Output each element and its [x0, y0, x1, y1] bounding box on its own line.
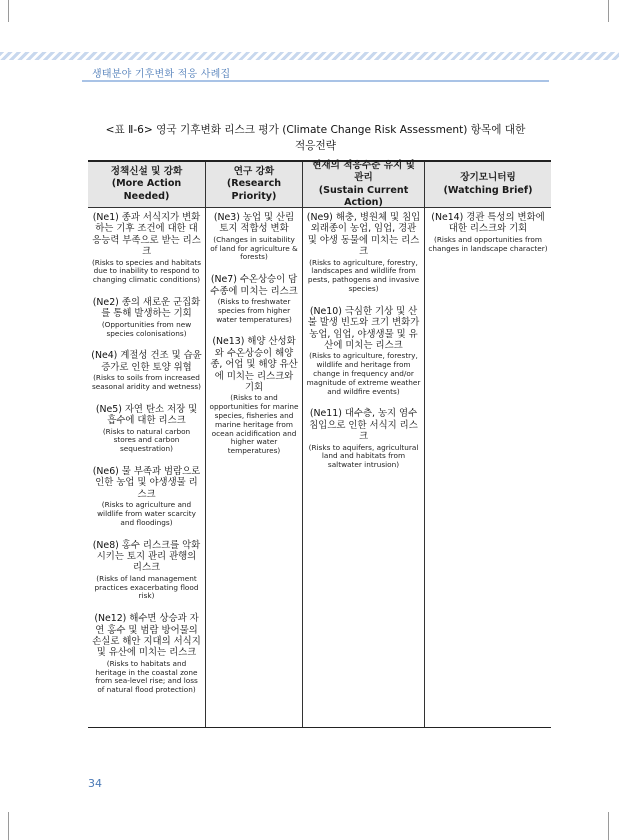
risk-item-english: (Changes in suitability of land for agriculture & forests) [210, 234, 298, 262]
risk-item [306, 408, 421, 470]
risk-item-korean: (Ne1) 종과 서식지가 변화하는 기후 조건에 대한 대응능력 부족으로 받는 리스크 [92, 212, 201, 258]
risk-item-english: (Opportunities from new species colonisations) [101, 319, 192, 338]
column-cell [88, 208, 206, 727]
risk-item [91, 297, 202, 338]
risk-item-korean: (Ne13) 해양 산성화와 수온상승이 해양 종, 어업 및 해양 유산에 미치는 리스크와 기회 [210, 336, 298, 394]
risk-item-english: (Risks to natural carbon stores and carbon sequestration) [102, 426, 191, 454]
risk-item-korean: (Ne7) 수온상승이 담수종에 미치는 리스크 [210, 274, 298, 297]
risk-item [209, 212, 299, 262]
running-title: 생태분야 기후변화 적응 사례집 [92, 69, 231, 80]
column-header-watching-brief [425, 162, 551, 208]
risk-item-korean: (Ne11) 대수층, 농지 염수 침입으로 인한 서식지 리스크 [309, 408, 418, 443]
risk-item-korean: (Ne10) 극심한 기상 및 산불 발생 빈도와 크기 변화가 농업, 임업, 야생생물 및 유산에 미치는 리스크 [307, 305, 420, 352]
caption-line-2: 적응전략 [295, 140, 336, 152]
column-header-ko: 정책신설 및 강화 [110, 165, 183, 177]
risk-item-korean: (Ne5) 자연 탄소 저장 및 흡수에 대한 리스크 [95, 403, 198, 427]
page-number: 34 [88, 777, 102, 790]
risk-item [91, 540, 202, 602]
risk-item [91, 466, 202, 528]
column-header-ko: 연구 강화 [233, 165, 275, 177]
risk-item-english: (Risks to agriculture, forestry, wildlife and heritage from change in frequency and/or magnitude of extreme weather and wildfire events) [306, 351, 421, 396]
crop-mark [8, 0, 9, 22]
risk-item-korean: (Ne4) 계절성 건조 및 습윤 증가로 인한 토양 위협 [91, 350, 202, 373]
risk-item [306, 212, 421, 294]
column-cell [206, 208, 303, 727]
risk-item [91, 613, 202, 695]
risk-item [209, 274, 299, 324]
column-cell [303, 208, 425, 727]
header-rule [82, 80, 549, 82]
column-header-en: (Sustain Current Action) [318, 184, 409, 208]
column-header-ko: 현재의 적응수준 유지 및 관리 [312, 159, 415, 183]
risk-item-english: (Risks to soils from increased seasonal aridity and wetness) [91, 373, 202, 392]
risk-item [428, 212, 548, 253]
risk-item-english: (Risks to habitats and heritage in the coastal zone from sea-level rise; and loss of natural flood protection) [95, 658, 198, 695]
risk-item-korean: (Ne9) 해충, 병원체 및 침입 외래종이 농업, 임업, 경관 및 야생 동물에 미치는 리스크 [306, 212, 421, 258]
risk-item [91, 350, 202, 391]
risk-item [91, 212, 202, 285]
risk-item-korean: (Ne3) 농업 및 산림 토지 적합성 변화 [213, 212, 295, 235]
column-header-en: (Research Priority) [226, 178, 282, 202]
risk-item-english: (Risks to and opportunities for marine species, fisheries and marine heritage from ocean acidification and higher water temperatures) [209, 393, 299, 456]
risk-item-korean: (Ne6) 물 부족과 범람으로 인한 농업 및 야생생물 리스크 [92, 466, 201, 500]
risk-item-korean: (Ne12) 해수면 상승과 자연 홍수 및 범람 방어물의 손실로 해안 지대의 서식지 및 유산에 미치는 리스크 [92, 613, 201, 659]
risk-item [306, 306, 421, 397]
risk-item [91, 404, 202, 454]
column-cell [425, 208, 551, 727]
risk-item-korean: (Ne14) 경관 특성의 변화에 대한 리스크와 기회 [431, 212, 545, 235]
crop-mark [8, 812, 9, 840]
risk-item [209, 336, 299, 456]
column-header-en: (Watching Brief) [443, 184, 533, 196]
risk-assessment-table [88, 160, 551, 728]
column-header-sustain-current-action [303, 159, 425, 208]
risk-item-english: (Risks to freshwater species from higher water temperatures) [216, 297, 292, 324]
risk-item-korean: (Ne2) 종의 새로운 군집화를 통해 발생하는 기회 [92, 297, 201, 320]
risk-item-korean: (Ne8) 홍수 리스크를 악화시키는 토지 관리 관행의 리스크 [92, 539, 201, 574]
risk-item-english: (Risks to agriculture and wildlife from water scarcity and floodings) [97, 500, 196, 527]
column-header-research-priority [206, 162, 303, 208]
column-header-en: (More Action Needed) [111, 178, 182, 202]
risk-item-english: (Risks of land management practices exacerbating flood risk) [94, 573, 199, 601]
risk-item-english: (Risks and opportunities from changes in landscape character) [428, 234, 548, 253]
caption-line-1: <표 Ⅱ-6> 영국 기후변화 리스크 평가 (Climate Change Risk Assessment) 항목에 대한 [105, 124, 526, 136]
header-band [0, 52, 619, 60]
crop-mark [608, 812, 609, 840]
risk-item-english: (Risks to species and habitats due to inability to respond to changing climatic conditions) [91, 257, 202, 285]
risk-item-english: (Risks to agriculture, forestry, landscapes and wildlife from pests, pathogens and invasive species) [307, 257, 420, 294]
table-caption [82, 122, 549, 154]
crop-mark [608, 0, 609, 22]
column-header-more-action [88, 162, 206, 208]
column-header-ko: 장기모니터링 [460, 172, 516, 183]
risk-item-english: (Risks to aquifers, agricultural land and habitats from saltwater intrusion) [308, 442, 419, 470]
